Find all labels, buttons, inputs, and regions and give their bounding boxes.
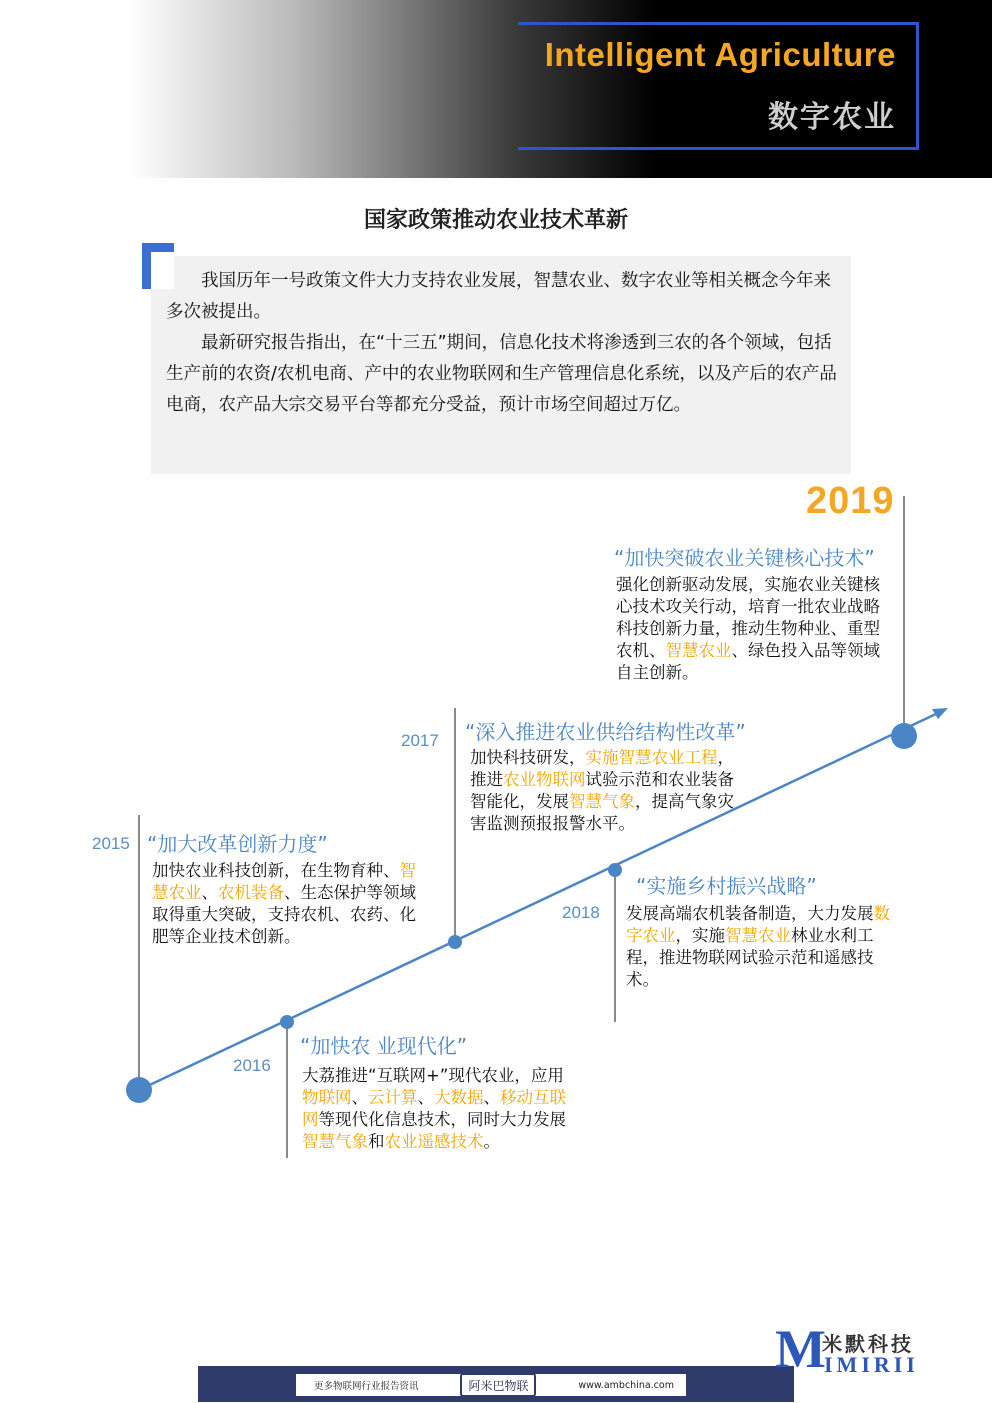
footer-brand-logo[interactable]: 阿米巴物联 xyxy=(460,1373,536,1397)
node-2017 xyxy=(448,935,462,949)
node-2019 xyxy=(891,723,917,749)
year-2016: 2016 xyxy=(233,1056,271,1075)
company-logo-en: IMIRII xyxy=(824,1352,919,1377)
body-2017: 加快科技研发，实施智慧农业工程，推进农业物联网试验示范和农业装备智能化，发展智慧气象，提高气象灾害监测预报报警水平。 xyxy=(470,748,734,833)
quote-2015: “加大改革创新力度” xyxy=(147,832,328,856)
year-2015: 2015 xyxy=(92,834,130,853)
header-title-cn: 数字农业 xyxy=(768,100,896,135)
footer-left-text: 更多物联网行业报告资讯 xyxy=(314,1381,419,1392)
footer-url-link[interactable]: www.ambchina.com xyxy=(578,1379,674,1391)
company-logo-cn: 米默科技 xyxy=(822,1332,914,1356)
intro-paragraph-2: 最新研究报告指出，在“十三五”期间，信息化技术将渗透到三农的各个领域，包括生产前的农资/农机电商、产中的农业物联网和生产管理信息化系统，以及产后的农产品电商，农产品大宗交易平台等都充分受益，预计市场空间超过万亿。 xyxy=(166,333,837,415)
company-logo-letter: M xyxy=(775,1319,826,1379)
quote-2018: “实施乡村振兴战略” xyxy=(636,874,817,898)
body-2019: 强化创新驱动发展，实施农业关键核心技术攻关行动，培育一批农业战略科技创新力量，推动生物种业、重型农机、智慧农业、绿色投入品等领域自主创新。 xyxy=(616,575,880,682)
year-2018: 2018 xyxy=(562,903,600,922)
body-2016: 大荔推进“互联网+”现代农业，应用物联网、云计算、大数据、移动互联网等现代化信息技术，同时大力发展智慧气象和农业遥感技术。 xyxy=(302,1066,566,1151)
node-2016 xyxy=(280,1015,294,1029)
node-2018 xyxy=(608,863,622,877)
body-2018: 发展高端农机装备制造，大力发展数字农业，实施智慧农业林业水利工程，推进物联网试验示范和遥感技术。 xyxy=(626,904,890,989)
quote-2017: “深入推进农业供给结构性改革” xyxy=(465,720,746,744)
year-2019: 2019 xyxy=(806,480,895,522)
quote-2016: “加快农 业现代化” xyxy=(300,1034,468,1058)
footer-strip xyxy=(296,1374,686,1396)
header-title-en: Intelligent Agriculture xyxy=(544,36,896,73)
year-2017: 2017 xyxy=(401,731,439,750)
quote-2019: “加快突破农业关键核心技术” xyxy=(614,546,875,570)
section-title: 国家政策推动农业技术革新 xyxy=(363,208,628,233)
body-2015: 加快农业科技创新，在生物育种、智慧农业、农机装备、生态保护等领域取得重大突破，支持农机、农药、化肥等企业技术创新。 xyxy=(152,861,416,946)
intro-paragraph-1: 我国历年一号政策文件大力支持农业发展，智慧农业、数字农业等相关概念今年来多次被提出。 xyxy=(166,271,831,322)
node-2015 xyxy=(126,1077,152,1103)
